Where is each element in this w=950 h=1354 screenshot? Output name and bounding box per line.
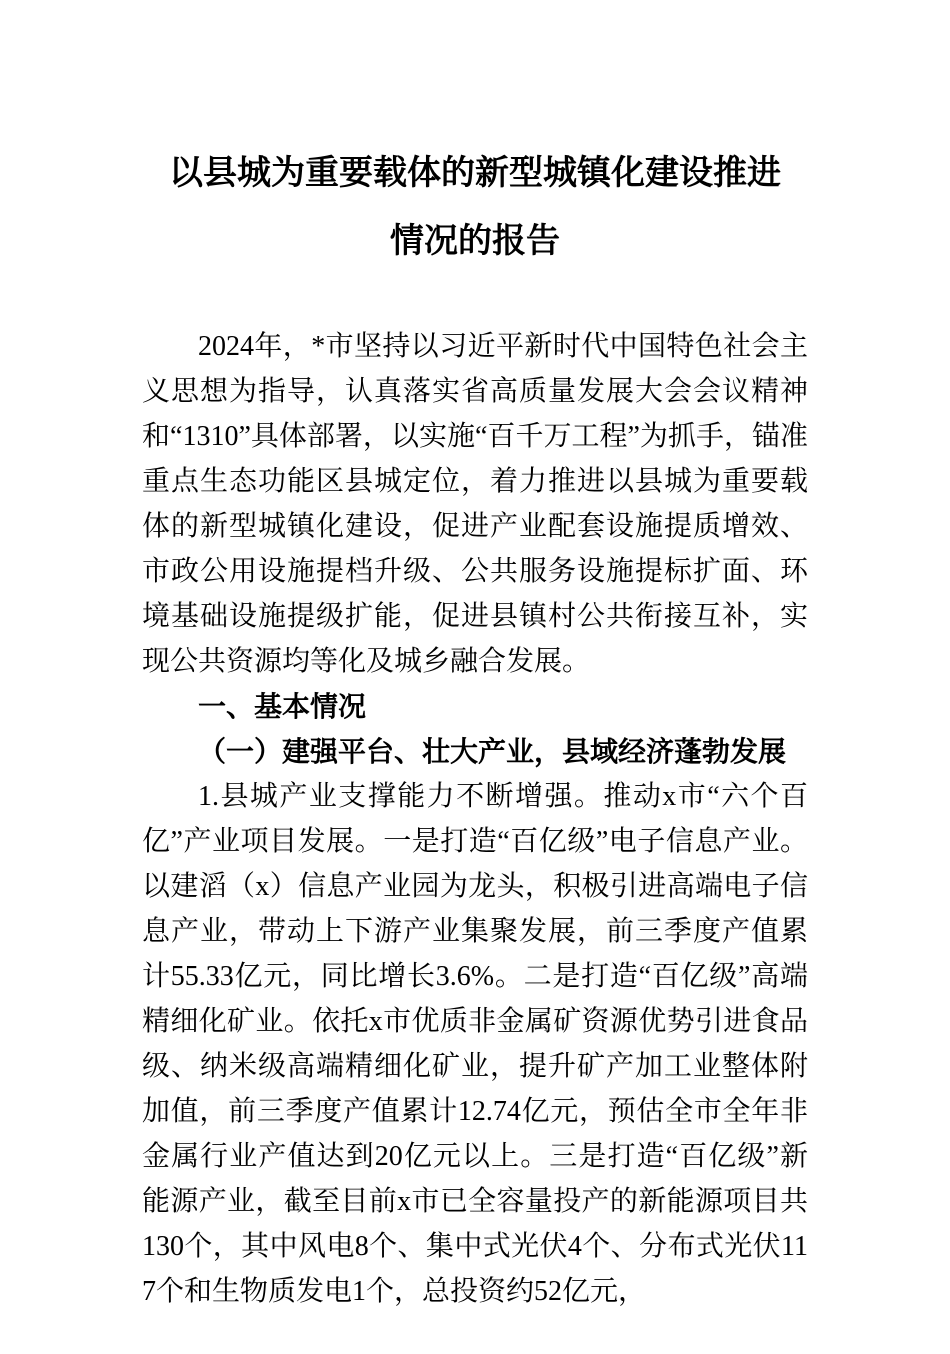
document-title bbox=[142, 140, 808, 276]
heading-basic-situation: 一、基本情况 bbox=[198, 691, 367, 722]
heading-platform-industry: （一）建强平台、壮大产业，县域经济蓬勃发展 bbox=[198, 736, 787, 767]
document-title-line-2: 情况的报告 bbox=[390, 223, 560, 260]
document-title-line-1: 以县城为重要载体的新型城镇化建设推进 bbox=[169, 155, 781, 192]
paragraph-intro: 2024年，*市坚持以习近平新时代中国特色社会主义思想为指导，认真落实省高质量发展大会会议精神和“1310”具体部署，以实施“百千万工程”为抓手，锚准重点生态功能区县城定位，着力推进以县城为重要载体的新型城镇化建设，促进产业配套设施提质增效、市政公用设施提档升级、公共服务设施提标扩面、环境基础设施提级扩能，促进县镇村公共衔接互补，实现公共资源均等化及城乡融合发展。 bbox=[142, 331, 808, 677]
paragraph-industry-support: 1.县城产业支撑能力不断增强。推动x市“六个百亿”产业项目发展。一是打造“百亿级”电子信息产业。以建滔（x）信息产业园为龙头，积极引进高端电子信息产业，带动上下游产业集聚发展，前三季度产值累计55.33亿元，同比增长3.6%。二是打造“百亿级”高端精细化矿业。依托x市优质非金属矿资源优势引进食品级、纳米级高端精细化矿业，提升矿产加工业整体附加值，前三季度产值累计12.74亿元，预估全市全年非金属行业产值达到20亿元以上。三是打造“百亿级”新能源产业，截至目前x市已全容量投产的新能源项目共130个，其中风电8个、集中式光伏4个、分布式光伏117个和生物质发电1个，总投资约52亿元， bbox=[142, 781, 808, 1307]
